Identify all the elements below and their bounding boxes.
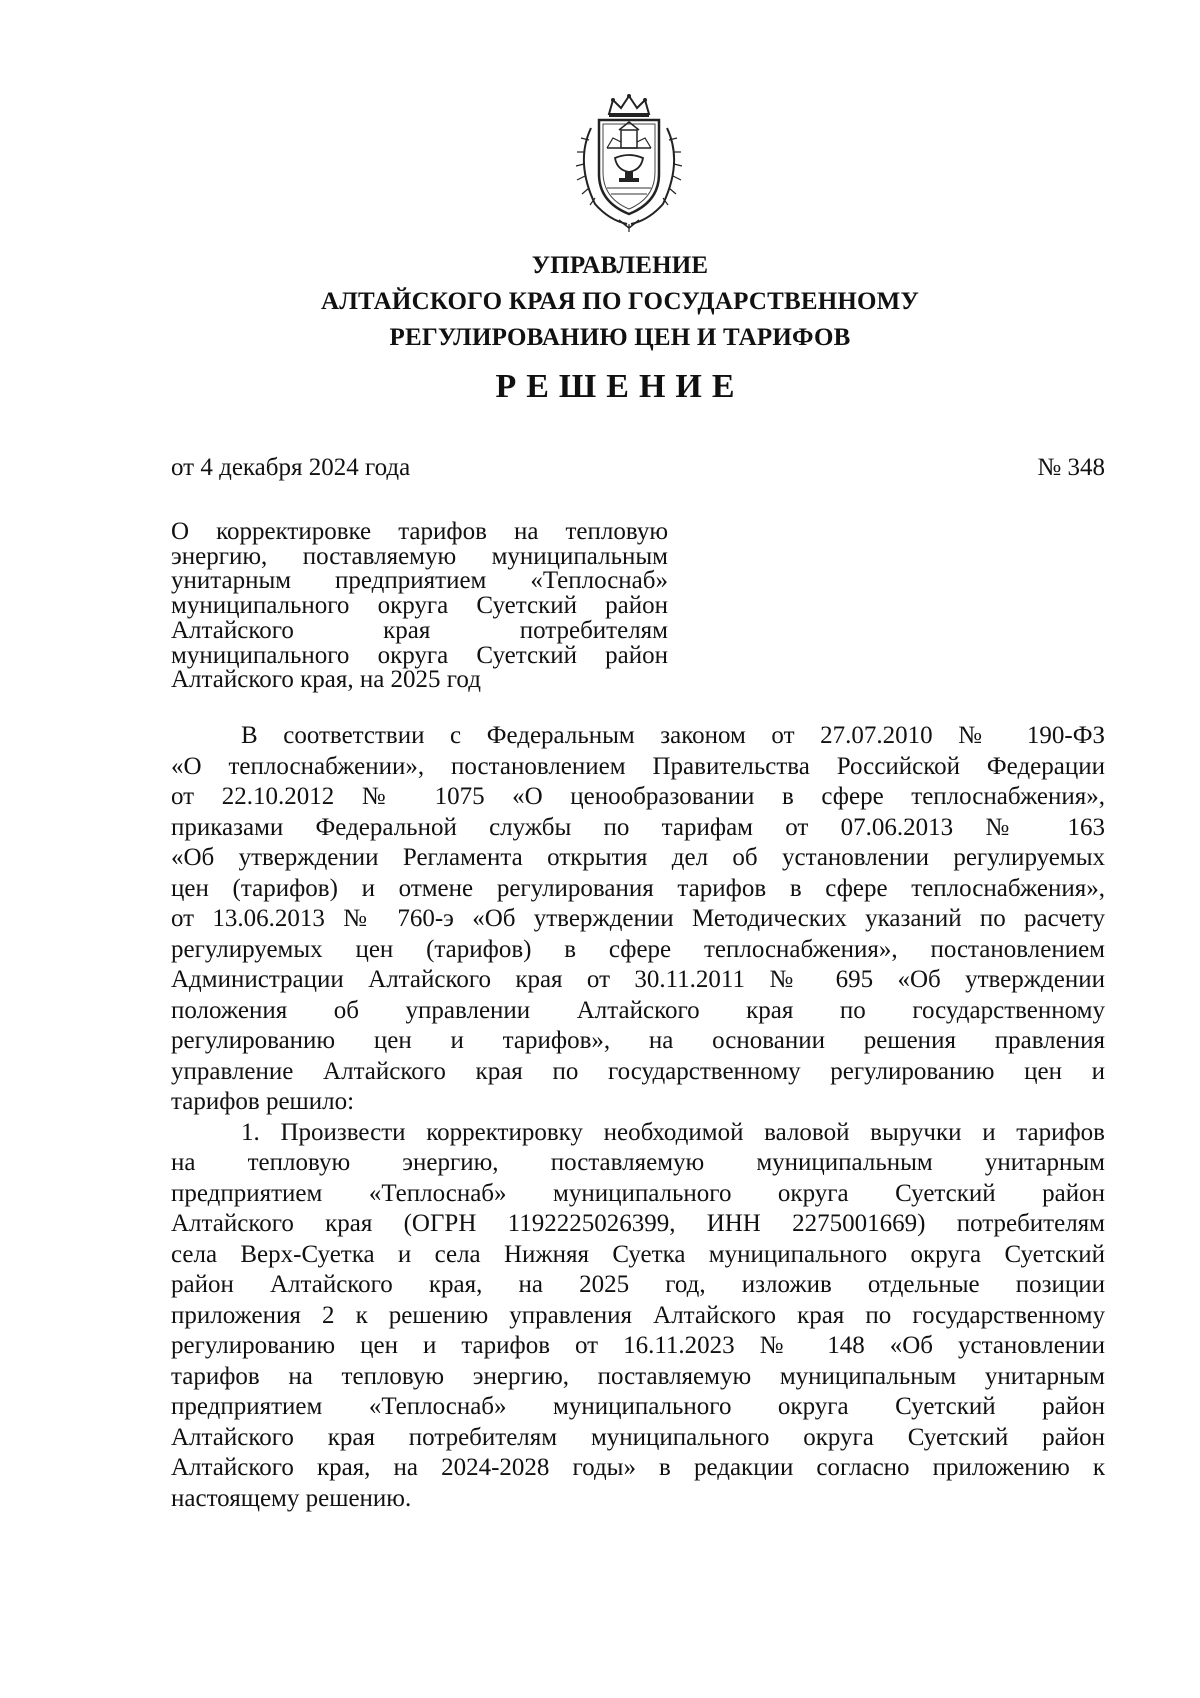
paragraph-line: на тепловую энергию, поставляемую муниципальным унитарным xyxy=(171,1149,1105,1176)
paragraph-line: регулированию цен и тарифов от 16.11.2023 № 148 «Об установлении xyxy=(171,1332,1105,1359)
coat-of-arms-icon xyxy=(565,92,693,232)
preamble-paragraph xyxy=(171,721,1105,1118)
paragraph-line: регулированию цен и тарифов», на основании решения правления xyxy=(171,1027,1105,1054)
subject-block xyxy=(171,520,668,693)
paragraph-line: предприятием «Теплоснаб» муниципального округа Суетский район xyxy=(171,1179,1105,1207)
item-1-paragraph xyxy=(171,1118,1105,1515)
subject-line: муниципального округа Суетский район xyxy=(171,641,668,669)
paragraph-line: регулируемых цен (тарифов) в сфере теплоснабжения», постановлением xyxy=(171,935,1105,963)
document-type-title: РЕШЕНИЕ xyxy=(495,368,745,405)
paragraph-line: села Верх-Суетка и села Нижняя Суетка муниципального округа Суетский xyxy=(171,1240,1105,1268)
subject-line: О корректировке тарифов на тепловую xyxy=(171,518,668,545)
subject-line: муниципального округа Суетский район xyxy=(171,592,668,620)
paragraph-line: от 13.06.2013 № 760-э «Об утверждении Методических указаний по расчету xyxy=(171,905,1105,932)
paragraph-line: предприятием «Теплоснаб» муниципального округа Суетский район xyxy=(171,1393,1105,1420)
paragraph-line: 1. Произвести корректировку необходимой валовой выручки и тарифов xyxy=(241,1118,1105,1146)
document-date: от 4 декабря 2024 года xyxy=(171,454,411,481)
subject-line: унитарным предприятием «Теплоснаб» xyxy=(171,567,668,595)
subject-line: энергию, поставляемую муниципальным xyxy=(171,542,668,570)
paragraph-line: приложения 2 к решению управления Алтайского края по государственному xyxy=(171,1301,1105,1329)
agency-line-2: АЛТАЙСКОГО КРАЯ ПО ГОСУДАРСТВЕННОМУ xyxy=(320,288,920,315)
agency-line-1: УПРАВЛЕНИЕ xyxy=(531,252,709,279)
subject-line: Алтайского края потребителям xyxy=(171,616,668,644)
paragraph-line: тарифов на тепловую энергию, поставляемую муниципальным унитарным xyxy=(171,1362,1105,1390)
paragraph-line: «О теплоснабжении», постановлением Правительства Российской Федерации xyxy=(171,752,1105,780)
paragraph-line: от 22.10.2012 № 1075 «О ценообразовании в сфере теплоснабжения», xyxy=(171,783,1105,810)
subject-line: Алтайского края, на 2025 год xyxy=(171,666,481,694)
paragraph-line: район Алтайского края, на 2025 год, изложив отдельные позиции xyxy=(171,1271,1105,1298)
paragraph-line: приказами Федеральной службы по тарифам от 07.06.2013 № 163 xyxy=(171,813,1105,841)
paragraph-line: настоящему решению. xyxy=(171,1484,412,1512)
paragraph-line: Алтайского края, на 2024-2028 годы» в редакции согласно приложению к xyxy=(171,1454,1105,1481)
paragraph-line: Алтайского края потребителям муниципального округа Суетский район xyxy=(171,1423,1105,1451)
paragraph-line: положения об управлении Алтайского края по государственному xyxy=(171,996,1105,1024)
paragraph-line: В соответствии с Федеральным законом от 27.07.2010 № 190-ФЗ xyxy=(241,722,1105,749)
agency-line-3: РЕГУЛИРОВАНИЮ ЦЕН И ТАРИФОВ xyxy=(389,324,851,351)
paragraph-line: тарифов решило: xyxy=(171,1088,355,1115)
paragraph-line: цен (тарифов) и отмене регулирования тарифов в сфере теплоснабжения», xyxy=(171,874,1105,902)
paragraph-line: управление Алтайского края по государственному регулированию цен и xyxy=(171,1057,1105,1085)
paragraph-line: Алтайского края (ОГРН 1192225026399, ИНН 2275001669) потребителям xyxy=(171,1210,1105,1237)
body-text xyxy=(171,721,1105,1514)
document-number: № 348 xyxy=(1037,454,1105,481)
agency-name xyxy=(170,248,1070,356)
paragraph-line: «Об утверждении Регламента открытия дел об установлении регулируемых xyxy=(171,844,1105,871)
paragraph-line: Администрации Алтайского края от 30.11.2011 № 695 «Об утверждении xyxy=(171,966,1105,993)
